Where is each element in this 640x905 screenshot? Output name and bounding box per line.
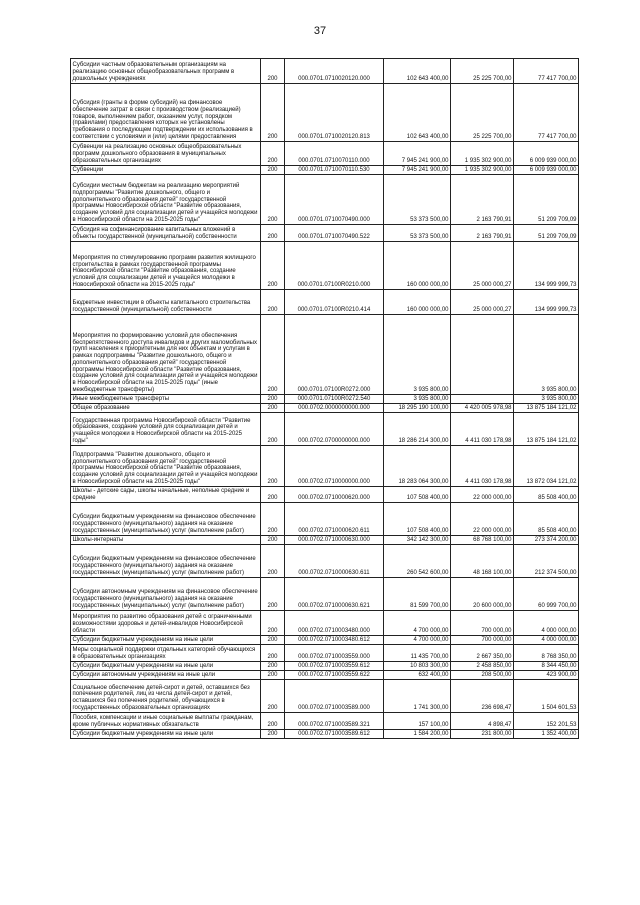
row-kvr: 200 bbox=[261, 175, 285, 225]
row-kvr: 200 bbox=[261, 536, 285, 545]
row-value-2: 231 800,00 bbox=[451, 730, 514, 739]
row-value-1: 102 643 400,00 bbox=[384, 59, 451, 84]
row-code: 000.0701.0710070110.530 bbox=[285, 166, 384, 175]
row-value-2: 2 667 350,00 bbox=[451, 645, 514, 662]
row-value-1: 10 803 300,00 bbox=[384, 662, 451, 671]
row-value-3: 13 875 184 121,02 bbox=[514, 404, 579, 413]
row-kvr: 200 bbox=[261, 395, 285, 404]
row-value-1: 157 100,00 bbox=[384, 713, 451, 730]
row-value-3: 51 209 709,09 bbox=[514, 225, 579, 242]
table-row bbox=[71, 611, 579, 636]
row-kvr: 200 bbox=[261, 503, 285, 536]
row-kvr: 200 bbox=[261, 446, 285, 487]
row-value-2: 22 000 000,00 bbox=[451, 503, 514, 536]
table-row bbox=[71, 671, 579, 680]
row-value-3: 1 352 400,00 bbox=[514, 730, 579, 739]
row-value-1: 1 584 200,00 bbox=[384, 730, 451, 739]
row-kvr: 200 bbox=[261, 242, 285, 290]
row-name: Субвенции bbox=[71, 166, 261, 175]
table-row bbox=[71, 242, 579, 290]
table-row bbox=[71, 225, 579, 242]
table-row bbox=[71, 713, 579, 730]
row-code: 000.0702.0710003589.000 bbox=[285, 680, 384, 713]
row-value-2: 22 000 000,00 bbox=[451, 487, 514, 503]
row-value-1: 107 508 400,00 bbox=[384, 503, 451, 536]
row-kvr: 200 bbox=[261, 84, 285, 142]
row-name: Субсидии бюджетным учреждениям на иные цели bbox=[71, 662, 261, 671]
row-name: Субсидии бюджетным учреждениям на иные цели bbox=[71, 636, 261, 645]
table-row bbox=[71, 636, 579, 645]
row-name: Субсидии бюджетным учреждениям на финансовое обеспечение государственного (муниципального) задания на оказание государственных (муниципальных) услуг (выполнение работ) bbox=[71, 503, 261, 536]
table-row bbox=[71, 503, 579, 536]
row-name: Школы-интернаты bbox=[71, 536, 261, 545]
table-row bbox=[71, 680, 579, 713]
row-value-3: 4 000 000,00 bbox=[514, 611, 579, 636]
row-value-3: 77 417 700,00 bbox=[514, 84, 579, 142]
row-value-3: 134 999 999,73 bbox=[514, 290, 579, 315]
row-value-2: 2 458 850,00 bbox=[451, 662, 514, 671]
row-code: 000.0701.0710070490.000 bbox=[285, 175, 384, 225]
row-kvr: 200 bbox=[261, 671, 285, 680]
row-value-2: 2 163 790,91 bbox=[451, 225, 514, 242]
row-code: 000.0701.07100R0210.000 bbox=[285, 242, 384, 290]
row-kvr: 200 bbox=[261, 545, 285, 578]
row-name: Мероприятия по стимулированию программ развития жилищного строительства в рамках государственной программы Новосибирской области "Развитие образования, создание условий для социализации детей и учащейся молодежи в Новосибирской области на 2015-2025 годы" bbox=[71, 242, 261, 290]
row-name: Общее образование bbox=[71, 404, 261, 413]
row-value-1: 107 508 400,00 bbox=[384, 487, 451, 503]
row-value-3: 6 009 939 000,00 bbox=[514, 166, 579, 175]
row-value-2: 2 163 790,91 bbox=[451, 175, 514, 225]
table-row bbox=[71, 59, 579, 84]
row-kvr: 200 bbox=[261, 636, 285, 645]
row-value-3: 273 374 200,00 bbox=[514, 536, 579, 545]
row-value-1: 81 599 700,00 bbox=[384, 578, 451, 611]
row-code: 000.0702.0710000630.611 bbox=[285, 545, 384, 578]
row-value-2: 25 000 000,27 bbox=[451, 290, 514, 315]
row-value-1: 53 373 500,00 bbox=[384, 175, 451, 225]
row-kvr: 200 bbox=[261, 730, 285, 739]
row-value-1: 160 000 000,00 bbox=[384, 242, 451, 290]
table-row bbox=[71, 315, 579, 395]
row-value-3: 152 201,53 bbox=[514, 713, 579, 730]
row-value-3: 6 009 939 000,00 bbox=[514, 142, 579, 166]
row-name: Государственная программа Новосибирской области "Развитие образования, создание условий для социализации детей и учащейся молодежи в Новосибирской области на 2015-2025 годы" bbox=[71, 413, 261, 446]
table-row bbox=[71, 404, 579, 413]
row-value-1: 3 935 800,00 bbox=[384, 395, 451, 404]
row-name: Меры социальной поддержки отдельных категорий обучающихся в образовательных организациях bbox=[71, 645, 261, 662]
row-kvr: 200 bbox=[261, 59, 285, 84]
row-value-1: 260 542 600,00 bbox=[384, 545, 451, 578]
row-code: 000.0702.0710000630.000 bbox=[285, 536, 384, 545]
row-name: Субсидии автономным учреждениям на иные цели bbox=[71, 671, 261, 680]
row-value-2: 236 698,47 bbox=[451, 680, 514, 713]
row-value-2: 4 411 030 178,98 bbox=[451, 413, 514, 446]
row-code: 000.0701.0710070490.522 bbox=[285, 225, 384, 242]
row-code: 000.0702.0710003559.622 bbox=[285, 671, 384, 680]
row-value-2: 25 225 700,00 bbox=[451, 59, 514, 84]
row-code: 000.0701.07100R0210.414 bbox=[285, 290, 384, 315]
table-row bbox=[71, 166, 579, 175]
row-kvr: 200 bbox=[261, 413, 285, 446]
row-name: Субсидии бюджетным учреждениям на финансовое обеспечение государственного (муниципального) задания на оказание государственных (муниципальных) услуг (выполнение работ) bbox=[71, 545, 261, 578]
row-kvr: 200 bbox=[261, 487, 285, 503]
row-code: 000.0702.0710000000.000 bbox=[285, 446, 384, 487]
row-value-2: 68 768 100,00 bbox=[451, 536, 514, 545]
row-value-1: 3 935 800,00 bbox=[384, 315, 451, 395]
row-name: Субсидии бюджетным учреждениям на иные цели bbox=[71, 730, 261, 739]
row-code: 000.0702.0700000000.000 bbox=[285, 413, 384, 446]
row-value-3: 8 768 350,00 bbox=[514, 645, 579, 662]
budget-table-body bbox=[71, 59, 579, 739]
row-value-3: 3 935 800,00 bbox=[514, 315, 579, 395]
row-kvr: 200 bbox=[261, 290, 285, 315]
row-value-3: 423 900,00 bbox=[514, 671, 579, 680]
row-value-3: 77 417 700,00 bbox=[514, 59, 579, 84]
table-row bbox=[71, 730, 579, 739]
row-value-1: 53 373 500,00 bbox=[384, 225, 451, 242]
row-kvr: 200 bbox=[261, 713, 285, 730]
row-value-1: 11 435 700,00 bbox=[384, 645, 451, 662]
row-value-3: 13 872 034 121,02 bbox=[514, 446, 579, 487]
row-value-2: 25 000 000,27 bbox=[451, 242, 514, 290]
row-value-3: 1 504 601,53 bbox=[514, 680, 579, 713]
table-row bbox=[71, 413, 579, 446]
row-code: 000.0701.0710020120.000 bbox=[285, 59, 384, 84]
row-code: 000.0701.0710070110.000 bbox=[285, 142, 384, 166]
table-row bbox=[71, 578, 579, 611]
row-name: Мероприятия по формированию условий для обеспечения беспрепятственного доступа инвалидов и других маломобильных групп населения к приоритетным для них объектам и услугам в рамках подпрограммы "Развитие дошкольного, общего и дополнительного образования детей" государственной программы Новосибирской области "Развитие образования, создание условий для социализации детей и учащейся молодежи в Новосибирской области на 2015-2025 годы" (иные межбюджетные трансферты) bbox=[71, 315, 261, 395]
row-name: Субвенции на реализацию основных общеобразовательных программ дошкольного образования в муниципальных образовательных организациях bbox=[71, 142, 261, 166]
row-name: Бюджетные инвестиции в объекты капитального строительства государственной (муниципальной) собственности bbox=[71, 290, 261, 315]
row-name: Мероприятия по развитию образования детей с ограниченными возможностями здоровья и детей-инвалидов Новосибирской области bbox=[71, 611, 261, 636]
row-value-3: 60 999 700,00 bbox=[514, 578, 579, 611]
row-name: Иные межбюджетные трансферты bbox=[71, 395, 261, 404]
row-code: 000.0702.0710003559.000 bbox=[285, 645, 384, 662]
row-value-2: 1 935 302 900,00 bbox=[451, 166, 514, 175]
row-value-3: 85 508 400,00 bbox=[514, 487, 579, 503]
row-name: Субсидия (гранты в форме субсидий) на финансовое обеспечение затрат в связи с производством (реализацией) товаров, выполнением работ, оказанием услуг, порядком (правилами) предоставления которых не установлены требования о последующем подтверждении их использования в соответствии с условиями и (или) целями предоставления bbox=[71, 84, 261, 142]
row-value-3: 212 374 500,00 bbox=[514, 545, 579, 578]
row-name: Субсидии частным образовательным организациям на реализацию основных общеобразовательных программ в дошкольных учреждениях bbox=[71, 59, 261, 84]
row-code: 000.0702.0710000620.000 bbox=[285, 487, 384, 503]
row-kvr: 200 bbox=[261, 404, 285, 413]
table-row bbox=[71, 142, 579, 166]
budget-table bbox=[70, 58, 579, 739]
row-value-1: 7 945 241 900,00 bbox=[384, 166, 451, 175]
row-code: 000.0701.07100R0272.540 bbox=[285, 395, 384, 404]
row-kvr: 200 bbox=[261, 315, 285, 395]
row-kvr: 200 bbox=[261, 166, 285, 175]
row-value-3: 4 000 000,00 bbox=[514, 636, 579, 645]
row-value-2: 4 420 005 978,98 bbox=[451, 404, 514, 413]
table-row bbox=[71, 446, 579, 487]
row-value-3: 13 875 184 121,02 bbox=[514, 413, 579, 446]
table-row bbox=[71, 536, 579, 545]
row-value-2: 4 898,47 bbox=[451, 713, 514, 730]
row-code: 000.0702.0710000620.611 bbox=[285, 503, 384, 536]
row-value-1: 4 700 000,00 bbox=[384, 611, 451, 636]
page-number: 37 bbox=[313, 25, 327, 37]
row-value-2: 4 411 030 178,98 bbox=[451, 446, 514, 487]
row-value-1: 18 286 214 300,00 bbox=[384, 413, 451, 446]
row-value-1: 160 000 000,00 bbox=[384, 290, 451, 315]
table-row bbox=[71, 290, 579, 315]
row-value-2 bbox=[451, 395, 514, 404]
row-name: Социальное обеспечение детей-сирот и детей, оставшихся без попечения родителей, лиц из числа детей-сирот и детей, оставшихся без попечения родителей, обучающихся в государственных образовательных организациях bbox=[71, 680, 261, 713]
row-code: 000.0702.0710003589.612 bbox=[285, 730, 384, 739]
row-value-3: 51 209 709,09 bbox=[514, 175, 579, 225]
row-code: 000.0702.0000000000.000 bbox=[285, 404, 384, 413]
row-value-1: 1 741 300,00 bbox=[384, 680, 451, 713]
row-code: 000.0702.0710000630.621 bbox=[285, 578, 384, 611]
table-row bbox=[71, 645, 579, 662]
row-value-3: 85 508 400,00 bbox=[514, 503, 579, 536]
row-code: 000.0701.0710020120.813 bbox=[285, 84, 384, 142]
row-value-2: 700 000,00 bbox=[451, 636, 514, 645]
row-value-2: 25 225 700,00 bbox=[451, 84, 514, 142]
row-value-2: 700 000,00 bbox=[451, 611, 514, 636]
table-row bbox=[71, 662, 579, 671]
row-kvr: 200 bbox=[261, 142, 285, 166]
row-value-1: 102 643 400,00 bbox=[384, 84, 451, 142]
row-name: Пособия, компенсации и иные социальные выплаты гражданам, кроме публичных нормативных обязательств bbox=[71, 713, 261, 730]
row-value-1: 7 945 241 900,00 bbox=[384, 142, 451, 166]
table-row bbox=[71, 175, 579, 225]
table-row bbox=[71, 545, 579, 578]
row-code: 000.0702.0710003559.612 bbox=[285, 662, 384, 671]
row-code: 000.0702.0710003480.612 bbox=[285, 636, 384, 645]
row-name: Школы - детские сады, школы начальные, неполные средние и средние bbox=[71, 487, 261, 503]
row-value-1: 18 295 190 100,00 bbox=[384, 404, 451, 413]
row-value-1: 18 283 064 300,00 bbox=[384, 446, 451, 487]
row-kvr: 200 bbox=[261, 680, 285, 713]
row-value-1: 632 400,00 bbox=[384, 671, 451, 680]
row-value-2: 208 500,00 bbox=[451, 671, 514, 680]
row-value-2: 1 935 302 900,00 bbox=[451, 142, 514, 166]
row-code: 000.0701.07100R0272.000 bbox=[285, 315, 384, 395]
row-kvr: 200 bbox=[261, 225, 285, 242]
table-row bbox=[71, 395, 579, 404]
table-row bbox=[71, 84, 579, 142]
row-value-3: 3 935 800,00 bbox=[514, 395, 579, 404]
row-value-3: 8 344 450,00 bbox=[514, 662, 579, 671]
row-value-3: 134 999 999,73 bbox=[514, 242, 579, 290]
row-value-2: 20 600 000,00 bbox=[451, 578, 514, 611]
row-value-2: 48 168 100,00 bbox=[451, 545, 514, 578]
row-code: 000.0702.0710003480.000 bbox=[285, 611, 384, 636]
row-name: Субсидии местным бюджетам на реализацию мероприятий подпрограммы "Развитие дошкольного, общего и дополнительного образования детей" государственной программы Новосибирской области "Развитие образования, создание условий для социализации детей и учащейся молодежи в Новосибирской области на 2015-2025 годы" bbox=[71, 175, 261, 225]
row-value-1: 4 700 000,00 bbox=[384, 636, 451, 645]
row-kvr: 200 bbox=[261, 578, 285, 611]
row-kvr: 200 bbox=[261, 662, 285, 671]
row-name: Субсидия на софинансирование капитальных вложений в объекты государственной (муниципальной) собственности bbox=[71, 225, 261, 242]
row-kvr: 200 bbox=[261, 645, 285, 662]
row-kvr: 200 bbox=[261, 611, 285, 636]
row-name: Подпрограмма "Развитие дошкольного, общего и дополнительного образования детей" государственной программы Новосибирской области "Развитие образования, создание условий для социализации детей и учащейся молодежи в Новосибирской области на 2015-2025 годы" bbox=[71, 446, 261, 487]
table-row bbox=[71, 487, 579, 503]
row-value-2 bbox=[451, 315, 514, 395]
row-value-1: 342 142 300,00 bbox=[384, 536, 451, 545]
row-code: 000.0702.0710003589.321 bbox=[285, 713, 384, 730]
row-name: Субсидии автономным учреждениям на финансовое обеспечение государственного (муниципального) задания на оказание государственных (муниципальных) услуг (выполнение работ) bbox=[71, 578, 261, 611]
